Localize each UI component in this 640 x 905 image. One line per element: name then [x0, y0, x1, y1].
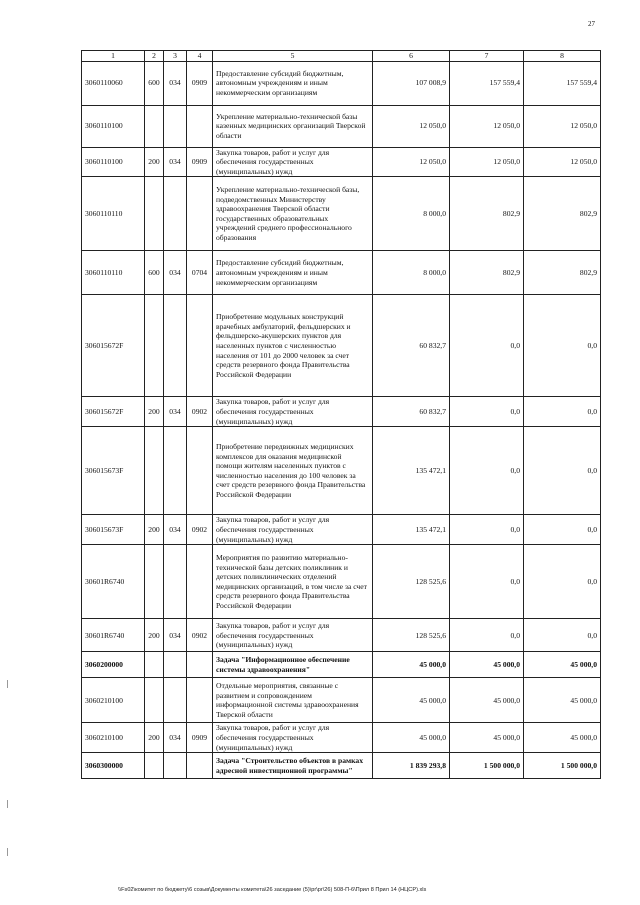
amount-year3-cell: 45 000,0: [524, 652, 601, 678]
department-cell: 034: [164, 515, 187, 545]
amount-year1-cell: 12 050,0: [373, 105, 450, 147]
column-header: 5: [213, 51, 373, 62]
amount-year2-cell: 45 000,0: [450, 652, 524, 678]
table-row: [82, 678, 601, 723]
amount-year1-cell: 135 472,1: [373, 427, 450, 515]
amount-year3-cell: 1 500 000,0: [524, 753, 601, 779]
amount-year2-cell: 12 050,0: [450, 105, 524, 147]
amount-year2-cell: 157 559,4: [450, 61, 524, 105]
section-cell: [187, 753, 213, 779]
section-cell: 0902: [187, 397, 213, 427]
amount-year3-cell: 802,9: [524, 251, 601, 295]
amount-year3-cell: 157 559,4: [524, 61, 601, 105]
section-cell: [187, 295, 213, 397]
table-row: [82, 753, 601, 779]
budget-table: [81, 50, 601, 779]
amount-year3-cell: 45 000,0: [524, 723, 601, 753]
section-cell: 0902: [187, 515, 213, 545]
department-cell: [164, 678, 187, 723]
table-row: [82, 105, 601, 147]
amount-year2-cell: 1 500 000,0: [450, 753, 524, 779]
amount-year1-cell: 8 000,0: [373, 251, 450, 295]
amount-year2-cell: 0,0: [450, 427, 524, 515]
expense-type-cell: [145, 753, 164, 779]
amount-year1-cell: 45 000,0: [373, 678, 450, 723]
table-row: [82, 723, 601, 753]
department-cell: 034: [164, 251, 187, 295]
amount-year3-cell: 0,0: [524, 515, 601, 545]
description-cell: Предоставление субсидий бюджетным, автономным учреждениям и иным некоммерческим организациям: [213, 61, 373, 105]
section-cell: [187, 545, 213, 619]
amount-year2-cell: 802,9: [450, 251, 524, 295]
amount-year1-cell: 128 525,6: [373, 619, 450, 652]
column-header: 7: [450, 51, 524, 62]
column-header: 3: [164, 51, 187, 62]
table-row: [82, 147, 601, 177]
budget-code-cell: 3060110110: [82, 251, 145, 295]
amount-year3-cell: 0,0: [524, 427, 601, 515]
department-cell: [164, 753, 187, 779]
budget-code-cell: 3060110100: [82, 147, 145, 177]
amount-year2-cell: 802,9: [450, 177, 524, 251]
expense-type-cell: 200: [145, 515, 164, 545]
budget-code-cell: 3060110110: [82, 177, 145, 251]
amount-year3-cell: 45 000,0: [524, 678, 601, 723]
department-cell: [164, 295, 187, 397]
section-cell: 0909: [187, 61, 213, 105]
amount-year1-cell: 135 472,1: [373, 515, 450, 545]
budget-code-cell: 306015673F: [82, 427, 145, 515]
column-header: 6: [373, 51, 450, 62]
table-row: [82, 61, 601, 105]
amount-year1-cell: 1 839 293,8: [373, 753, 450, 779]
budget-code-cell: 30601R6740: [82, 545, 145, 619]
amount-year1-cell: 60 832,7: [373, 397, 450, 427]
description-cell: Закупка товаров, работ и услуг для обеспечения государственных (муниципальных) нужд: [213, 619, 373, 652]
budget-code-cell: 306015672F: [82, 295, 145, 397]
page-number: 27: [588, 20, 595, 28]
description-cell: Закупка товаров, работ и услуг для обеспечения государственных (муниципальных) нужд: [213, 397, 373, 427]
expense-type-cell: 200: [145, 723, 164, 753]
column-header: 1: [82, 51, 145, 62]
amount-year3-cell: 0,0: [524, 619, 601, 652]
department-cell: 034: [164, 61, 187, 105]
department-cell: [164, 545, 187, 619]
description-cell: Мероприятия по развитию материально-технической базы детских поликлиник и детских поликлинических отделений медицинских организаций, в том числе за счет средств резервного фонда Правительства Российской Федерации: [213, 545, 373, 619]
expense-type-cell: 200: [145, 619, 164, 652]
amount-year1-cell: 107 008,9: [373, 61, 450, 105]
section-cell: 0704: [187, 251, 213, 295]
section-cell: [187, 427, 213, 515]
margin-mark: [7, 800, 8, 808]
amount-year2-cell: 0,0: [450, 397, 524, 427]
expense-type-cell: [145, 545, 164, 619]
table-header-row: [82, 51, 601, 62]
department-cell: 034: [164, 147, 187, 177]
description-cell: Закупка товаров, работ и услуг для обеспечения государственных (муниципальных) нужд: [213, 515, 373, 545]
description-cell: Отдельные мероприятия, связанные с развитием и сопровождением информационной системы здравоохранения Тверской области: [213, 678, 373, 723]
amount-year1-cell: 45 000,0: [373, 723, 450, 753]
column-header: 8: [524, 51, 601, 62]
department-cell: [164, 427, 187, 515]
budget-code-cell: 3060210100: [82, 723, 145, 753]
description-cell: Приобретение передвижных медицинских комплексов для оказания медицинской помощи жителям населенных пунктов с численностью населения до 100 человек за счет средств резервного фонда Правительства Российской Федерации: [213, 427, 373, 515]
margin-mark: [7, 680, 8, 688]
amount-year2-cell: 0,0: [450, 545, 524, 619]
table-row: [82, 515, 601, 545]
amount-year2-cell: 45 000,0: [450, 723, 524, 753]
amount-year1-cell: 128 525,6: [373, 545, 450, 619]
budget-code-cell: 3060300000: [82, 753, 145, 779]
section-cell: [187, 105, 213, 147]
table-row: [82, 295, 601, 397]
budget-code-cell: 3060110100: [82, 105, 145, 147]
amount-year1-cell: 45 000,0: [373, 652, 450, 678]
amount-year1-cell: 8 000,0: [373, 177, 450, 251]
description-cell: Предоставление субсидий бюджетным, автономным учреждениям и иным некоммерческим организациям: [213, 251, 373, 295]
department-cell: [164, 105, 187, 147]
amount-year3-cell: 0,0: [524, 295, 601, 397]
expense-type-cell: [145, 427, 164, 515]
description-cell: Задача "Строительство объектов в рамках адресной инвестиционной программы": [213, 753, 373, 779]
expense-type-cell: [145, 678, 164, 723]
budget-code-cell: 306015673F: [82, 515, 145, 545]
expense-type-cell: 200: [145, 397, 164, 427]
table-row: [82, 619, 601, 652]
amount-year2-cell: 0,0: [450, 515, 524, 545]
department-cell: 034: [164, 397, 187, 427]
amount-year2-cell: 0,0: [450, 295, 524, 397]
table-row: [82, 427, 601, 515]
description-cell: Задача "Информационное обеспечение системы здравоохранения": [213, 652, 373, 678]
budget-code-cell: 3060110060: [82, 61, 145, 105]
column-header: 2: [145, 51, 164, 62]
description-cell: Укрепление материально-технической базы, подведомственных Министерству здравоохранения Тверской области государственных образовательных учреждений среднего профессионального образования: [213, 177, 373, 251]
section-cell: 0902: [187, 619, 213, 652]
expense-type-cell: [145, 295, 164, 397]
amount-year3-cell: 802,9: [524, 177, 601, 251]
expense-type-cell: 600: [145, 61, 164, 105]
budget-code-cell: 3060200000: [82, 652, 145, 678]
table-row: [82, 177, 601, 251]
amount-year2-cell: 12 050,0: [450, 147, 524, 177]
column-header: 4: [187, 51, 213, 62]
section-cell: 0909: [187, 723, 213, 753]
section-cell: 0909: [187, 147, 213, 177]
section-cell: [187, 177, 213, 251]
description-cell: Укрепление материально-технической базы казенных медицинских организаций Тверской области: [213, 105, 373, 147]
department-cell: [164, 652, 187, 678]
table-row: [82, 545, 601, 619]
amount-year3-cell: 12 050,0: [524, 105, 601, 147]
department-cell: 034: [164, 619, 187, 652]
amount-year3-cell: 12 050,0: [524, 147, 601, 177]
amount-year1-cell: 12 050,0: [373, 147, 450, 177]
amount-year2-cell: 0,0: [450, 619, 524, 652]
amount-year3-cell: 0,0: [524, 545, 601, 619]
budget-code-cell: 3060210100: [82, 678, 145, 723]
section-cell: [187, 678, 213, 723]
department-cell: [164, 177, 187, 251]
department-cell: 034: [164, 723, 187, 753]
expense-type-cell: 600: [145, 251, 164, 295]
margin-mark: [7, 848, 8, 856]
section-cell: [187, 652, 213, 678]
budget-code-cell: 30601R6740: [82, 619, 145, 652]
expense-type-cell: [145, 177, 164, 251]
description-cell: Приобретение модульных конструкций врачебных амбулаторий, фельдшерских и фельдшерско-акушерских пунктов для населенных пунктов с численностью населения от 101 до 2000 человек за счет средств резервного фонда Правительства Российской Федерации: [213, 295, 373, 397]
amount-year2-cell: 45 000,0: [450, 678, 524, 723]
description-cell: Закупка товаров, работ и услуг для обеспечения государственных (муниципальных) нужд: [213, 147, 373, 177]
table-row: [82, 397, 601, 427]
table-row: [82, 251, 601, 295]
file-path-footer: \\Fs02\комитет по бюджету\6 созыв\Документы комитета\26 заседание (5)\pr\pr\26) 508-П-6\Прил 8 Прил 14 (НЦСР).xls: [118, 887, 427, 893]
amount-year1-cell: 60 832,7: [373, 295, 450, 397]
table-row: [82, 652, 601, 678]
expense-type-cell: [145, 105, 164, 147]
description-cell: Закупка товаров, работ и услуг для обеспечения государственных (муниципальных) нужд: [213, 723, 373, 753]
expense-type-cell: [145, 652, 164, 678]
amount-year3-cell: 0,0: [524, 397, 601, 427]
expense-type-cell: 200: [145, 147, 164, 177]
budget-code-cell: 306015672F: [82, 397, 145, 427]
